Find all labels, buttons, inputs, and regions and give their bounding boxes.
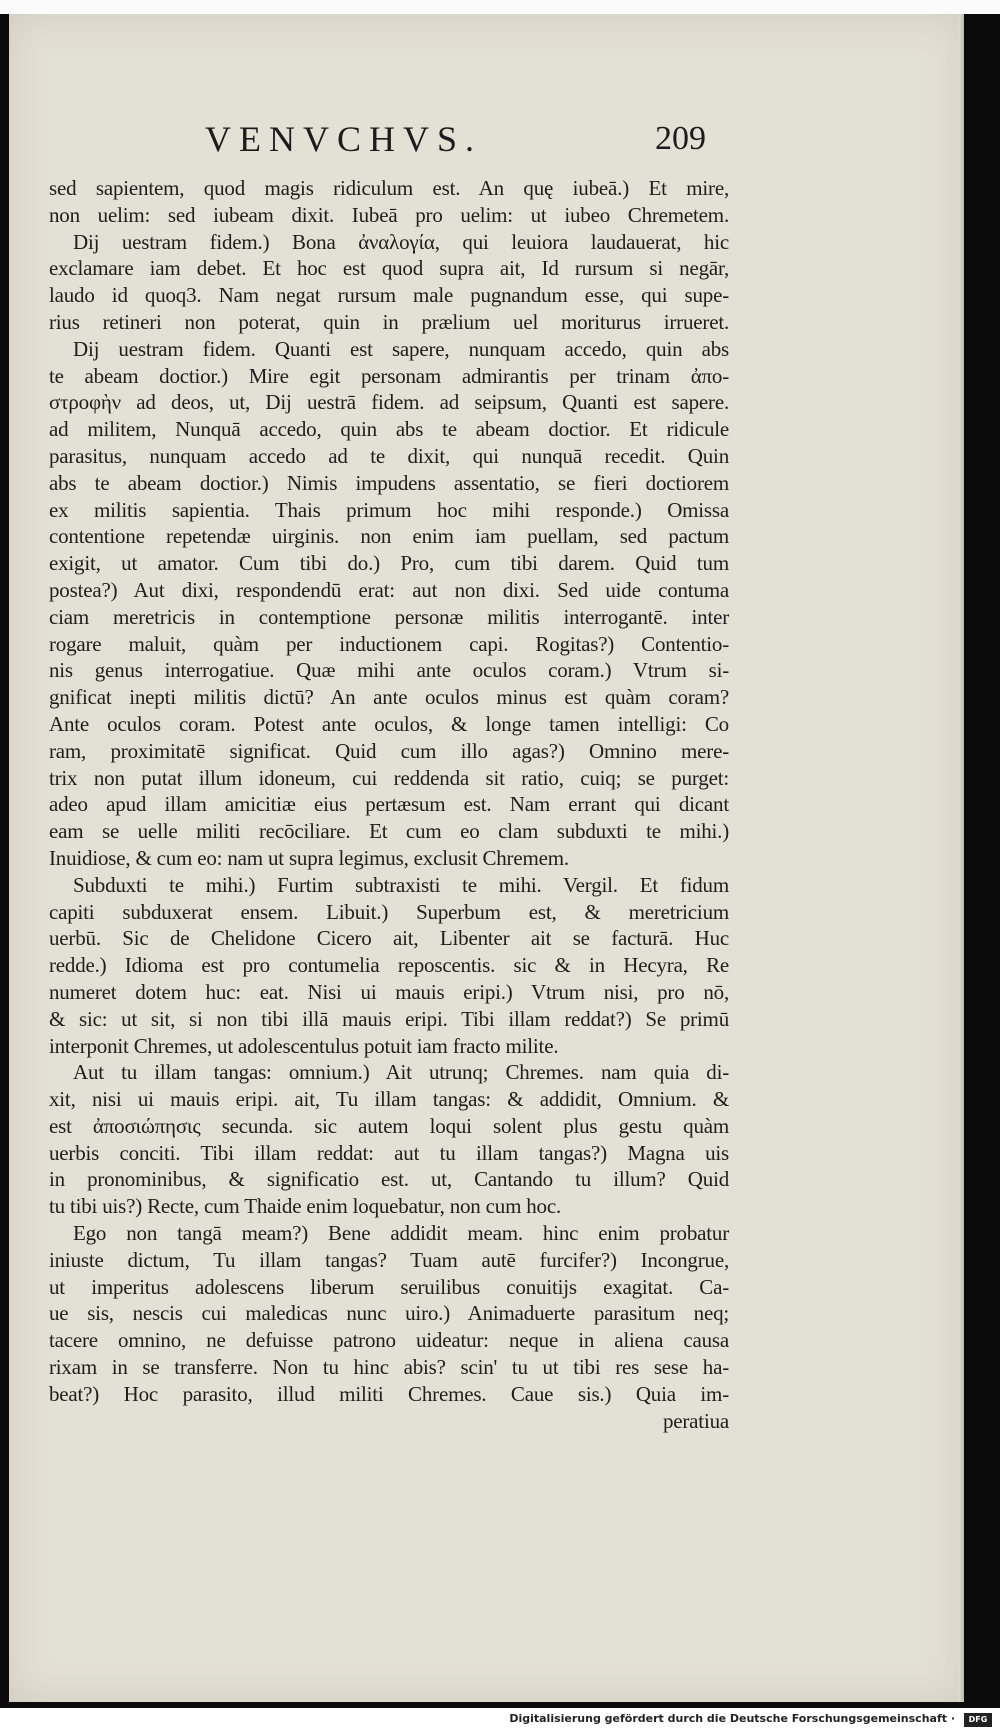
- commentary-text: [49, 175, 729, 1434]
- text-line: rogare maluit, quàm per inductionem capi. Rogitas?) Contentio-: [49, 631, 729, 656]
- text-line: iniuste dictum, Tu illam tangas? Tuam autē furcifer?) Incongrue,: [49, 1247, 729, 1272]
- text-line: redde.) Idioma est pro contumelia reposcentis. sic & in Hecyra, Re: [49, 953, 729, 978]
- text-line: & sic: ut sit, si non tibi illā mauis eripi. Tibi illam reddat?) Se primū: [49, 1006, 729, 1031]
- catchword: peratiua: [662, 1408, 729, 1433]
- text-line: trix non putat illum idoneum, cui reddenda sit ratio, cuiq; se purget:: [49, 765, 729, 790]
- text-line: adeo apud illam amicitiæ eius pertæsum est. Nam errant qui dicant: [49, 792, 729, 817]
- text-line: Subduxti te mihi.) Furtim subtraxisti te mihi. Vergil. Et fidum: [73, 872, 729, 897]
- text-line: ex militis sapientia. Thais primum hoc mihi responde.) Omissa: [49, 497, 729, 522]
- text-line: numeret dotem huc: eat. Nisi ui mauis eripi.) Vtrum nisi, pro nō,: [49, 979, 729, 1004]
- text-line: ue sis, nescis cui maledicas nunc uiro.) Animaduerte parasitum neq;: [49, 1301, 729, 1326]
- text-line: Ante oculos coram. Potest ante oculos, & longe tamen intelligi: Co: [49, 711, 729, 736]
- text-line: nis genus interrogatiue. Quæ mihi ante oculos coram.) Vtrum si-: [49, 658, 729, 683]
- text-line: στροφὴν ad deos, ut, Dij uestrā fidem. ad seipsum, Quanti est sapere.: [49, 390, 729, 415]
- text-line: beat?) Hoc parasito, illud militi Chremes. Caue sis.) Quia im-: [49, 1381, 729, 1406]
- text-line: uerbū. Sic de Chelidone Cicero ait, Libenter ait se facturā. Huc: [49, 926, 729, 951]
- text-line: eam se uelle militi recōciliare. Et cum eo clam subduxti te mihi.): [49, 819, 729, 844]
- text-line: interponit Chremes, ut adolescentulus potuit iam fracto milite.: [49, 1033, 559, 1058]
- text-line: te abeam doctior.) Mire egit personam admirantis per trinam ἀπο-: [49, 363, 729, 388]
- running-head: VENVCHVS.: [205, 119, 483, 159]
- text-line: ut imperitus adolescens liberum seruilibus conuitijs exagitat. Ca-: [49, 1274, 729, 1299]
- book-page: [9, 14, 964, 1702]
- text-line: ciam meretricis in contemptione personæ militis interrogantē. inter: [49, 604, 729, 629]
- dfg-logo: DFG: [964, 1713, 992, 1727]
- text-line: laudo id quoq3. Nam negat rursum male pugnandum esse, qui supe-: [49, 283, 729, 308]
- text-line: non uelim: sed iubeam dixit. Iubeā pro uelim: ut iubeo Chremetem.: [49, 202, 729, 227]
- text-line: abs te abeam doctior.) Nimis impudens assentatio, se fieri doctiorem: [49, 470, 729, 495]
- page-number: 209: [655, 120, 706, 157]
- text-line: sed sapientem, quod magis ridiculum est. An quę iubeā.) Et mire,: [49, 176, 729, 200]
- text-line: est ἀποσιώπησις secunda. sic autem loqui solent plus gestu quàm: [49, 1113, 729, 1138]
- text-line: Dij uestram fidem. Quanti est sapere, nunquam accedo, quin abs: [73, 336, 729, 361]
- text-line: ad militem, Nunquā accedo, quin abs te abeam doctior. Et ridicule: [49, 417, 729, 442]
- text-line: tu tibi uis?) Recte, cum Thaide enim loquebatur, non cum hoc.: [49, 1194, 562, 1219]
- text-line: Ego non tangā meam?) Bene addidit meam. hinc enim probatur: [73, 1221, 729, 1246]
- text-line: Dij uestram fidem.) Bona ἀναλογία, qui leuiora laudauerat, hic: [73, 229, 729, 254]
- text-line: uerbis conciti. Tibi illam reddat: aut tu illam tangas?) Magna uis: [49, 1140, 729, 1165]
- text-line: parasitus, nunquam accedo ad te dixit, qui nunquā recedit. Quin: [49, 443, 729, 468]
- text-line: xit, nisi ui mauis eripi. ait, Tu illam tangas: & addidit, Omnium. &: [49, 1087, 729, 1112]
- text-line: tacere omnino, ne defuisse patrono uideatur: neque in aliena causa: [49, 1328, 729, 1353]
- text-line: gnificat inepti militis dictū? An ante oculos minus est quàm coram?: [49, 685, 729, 710]
- text-line: rius retineri non poterat, quin in prælium uel moriturus irrueret.: [49, 309, 729, 334]
- text-line: Aut tu illam tangas: omnium.) Ait utrunq; Chremes. nam quia di-: [73, 1060, 729, 1085]
- text-line: capiti subduxerat ensem. Libuit.) Superbum est, & meretricium: [49, 899, 729, 924]
- text-line: rixam in se transferre. Non tu hinc abis? scin' tu ut tibi res sese ha-: [49, 1355, 729, 1380]
- text-line: exigit, ut amator. Cum tibi do.) Pro, cum tibi darem. Quid tum: [49, 551, 729, 576]
- text-line: exclamare iam debet. Et hoc est quod supra ait, Id rursum si negār,: [49, 256, 729, 281]
- text-line: postea?) Aut dixi, respondendū erat: aut non dixi. Sed uide contuma: [49, 577, 729, 602]
- text-line: contentione repetendæ uirginis. non enim iam puellam, sed pactum: [49, 524, 729, 549]
- text-line: in pronominibus, & significatio est. ut, Cantando tu illum? Quid: [49, 1167, 729, 1192]
- text-line: Inuidiose, & cum eo: nam ut supra legimus, exclusit Chremem.: [49, 845, 569, 870]
- text-line: ram, proximitatē significat. Quid cum illo agas?) Omnino mere-: [49, 738, 729, 763]
- digitization-credit: Digitalisierung gefördert durch die Deutsche Forschungsgemeinschaft ·: [509, 1712, 955, 1725]
